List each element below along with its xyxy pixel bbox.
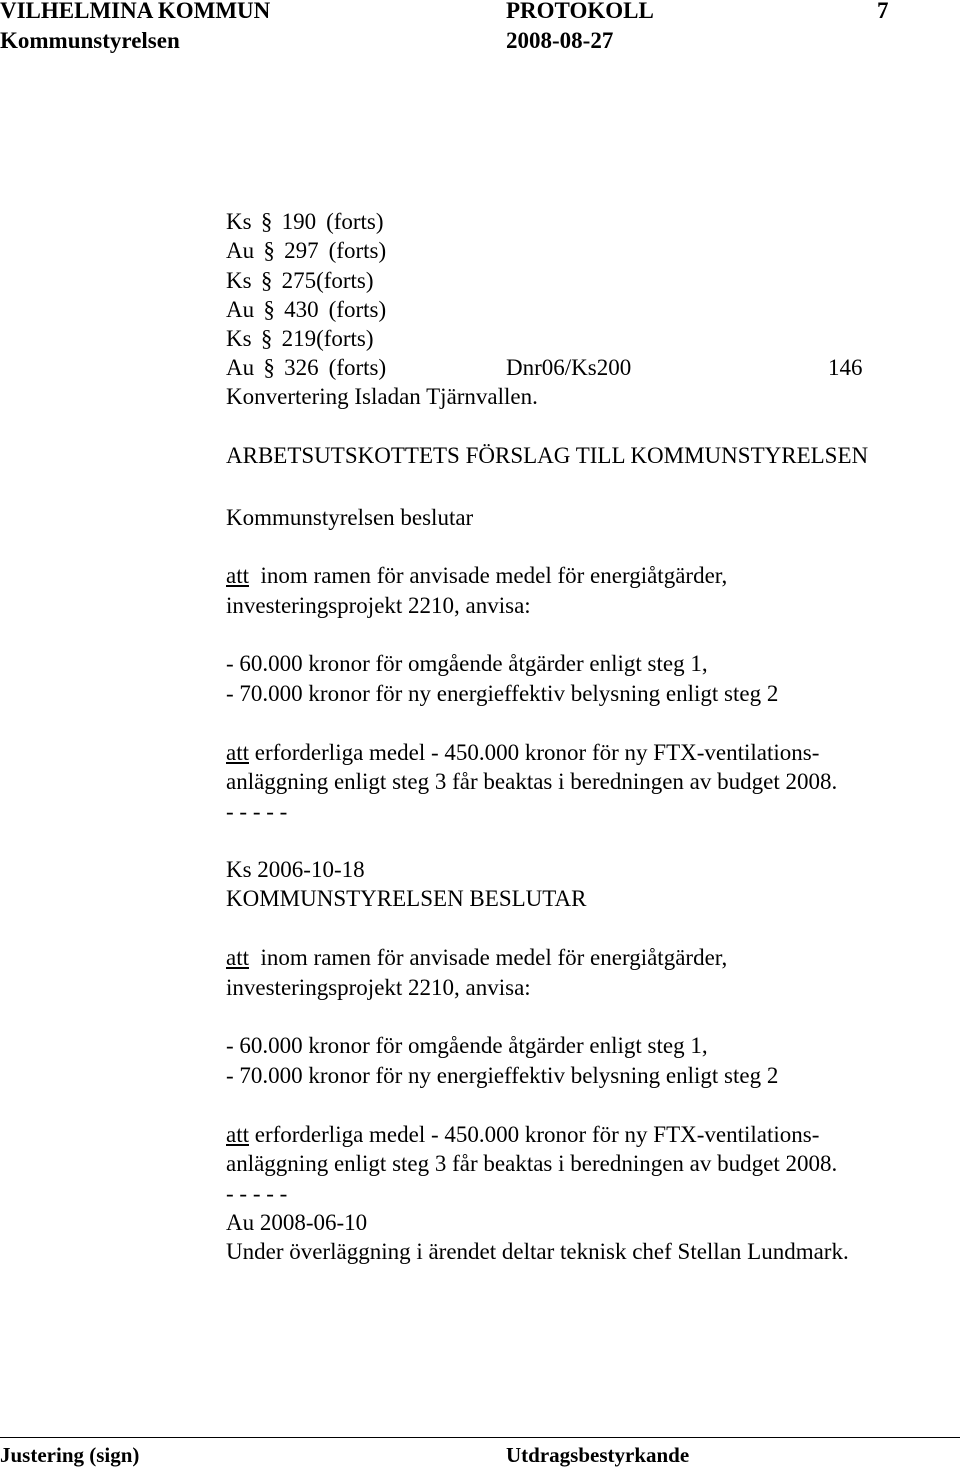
section-sign-icon: § — [260, 326, 273, 351]
au-date: Au 2008-06-10 — [226, 1210, 368, 1235]
paragraph-ref — [226, 326, 374, 352]
ref-note: (forts) — [316, 268, 374, 293]
att-continuation: anläggning enligt steg 3 får beaktas i beredningen av budget 2008. — [226, 1151, 838, 1176]
ref-number: 297 — [284, 238, 319, 263]
att-continuation: investeringsprojekt 2210, anvisa: — [226, 593, 531, 618]
att-continuation: investeringsprojekt 2210, anvisa: — [226, 975, 531, 1000]
meeting-date: 2008-08-27 — [506, 28, 614, 53]
paragraph-ref — [226, 297, 386, 323]
diary-number-count: 146 — [828, 355, 863, 380]
att-keyword: att — [226, 563, 249, 588]
subject-line: Konvertering Isladan Tjärnvallen. — [226, 384, 538, 409]
allocation-item: - 70.000 kronor för ny energieffektiv belysning enligt steg 2 — [226, 1063, 779, 1088]
ref-number: 219 — [281, 326, 317, 351]
ref-number: 430 — [284, 297, 319, 322]
municipality-name: VILHELMINA KOMMUN — [0, 0, 271, 23]
proposal-att-clause — [226, 563, 727, 589]
section-sign-icon: § — [260, 209, 273, 234]
proposal-att-clause — [226, 740, 819, 766]
diary-number: Dnr06/Ks200 — [506, 355, 632, 380]
allocation-item: - 70.000 kronor för ny energieffektiv belysning enligt steg 2 — [226, 681, 779, 706]
allocation-item: - 60.000 kronor för omgående åtgärder enligt steg 1, — [226, 1033, 708, 1058]
allocation-item: - 60.000 kronor för omgående åtgärder enligt steg 1, — [226, 651, 708, 676]
att-text: inom ramen för anvisade medel för energiåtgärder, — [260, 563, 728, 588]
section-sign-icon: § — [263, 238, 275, 263]
section-sign-icon: § — [263, 355, 275, 380]
footer-certification-label: Utdragsbestyrkande — [506, 1443, 690, 1467]
ref-note: (forts) — [316, 326, 374, 351]
ref-note: (forts) — [328, 297, 387, 322]
body-name: Kommunstyrelsen — [0, 28, 180, 53]
ref-number: 190 — [281, 209, 317, 234]
att-continuation: anläggning enligt steg 3 får beaktas i beredningen av budget 2008. — [226, 769, 838, 794]
footer-rule — [0, 1437, 960, 1438]
footer-signature-label: Justering (sign) — [0, 1443, 140, 1467]
ref-note: (forts) — [328, 355, 387, 380]
section-separator: - - - - - — [226, 1181, 288, 1206]
section-sign-icon: § — [263, 297, 275, 322]
ref-note: (forts) — [328, 238, 387, 263]
decision-date: Ks 2006-10-18 — [226, 857, 365, 882]
paragraph-ref — [226, 238, 386, 264]
ref-number: 275 — [281, 268, 317, 293]
att-keyword: att — [226, 1122, 249, 1147]
ref-note: (forts) — [326, 209, 384, 234]
page-number: 7 — [877, 0, 889, 23]
ref-prefix: Au — [226, 297, 255, 322]
paragraph-ref — [226, 355, 386, 381]
paragraph-ref — [226, 209, 384, 235]
au-note: Under överläggning i ärendet deltar teknisk chef Stellan Lundmark. — [226, 1239, 849, 1264]
att-keyword: att — [226, 740, 249, 765]
section-sign-icon: § — [260, 268, 273, 293]
ref-prefix: Ks — [226, 268, 252, 293]
att-text: erforderliga medel - 450.000 kronor för ny FTX-ventilations- — [254, 1122, 820, 1147]
att-text: inom ramen för anvisade medel för energiåtgärder, — [260, 945, 728, 970]
ref-prefix: Ks — [226, 326, 252, 351]
section-separator: - - - - - — [226, 799, 288, 824]
decision-att-clause — [226, 945, 727, 971]
ref-prefix: Ks — [226, 209, 252, 234]
ref-number: 326 — [284, 355, 319, 380]
document-type: PROTOKOLL — [506, 0, 654, 23]
proposal-intro: Kommunstyrelsen beslutar — [226, 505, 474, 530]
paragraph-ref — [226, 268, 374, 294]
decision-att-clause — [226, 1122, 819, 1148]
att-text: erforderliga medel - 450.000 kronor för ny FTX-ventilations- — [254, 740, 820, 765]
att-keyword: att — [226, 945, 249, 970]
proposal-heading: ARBETSUTSKOTTETS FÖRSLAG TILL KOMMUNSTYRELSEN — [226, 443, 869, 468]
ref-prefix: Au — [226, 355, 255, 380]
decision-heading: KOMMUNSTYRELSEN BESLUTAR — [226, 886, 587, 911]
ref-prefix: Au — [226, 238, 255, 263]
